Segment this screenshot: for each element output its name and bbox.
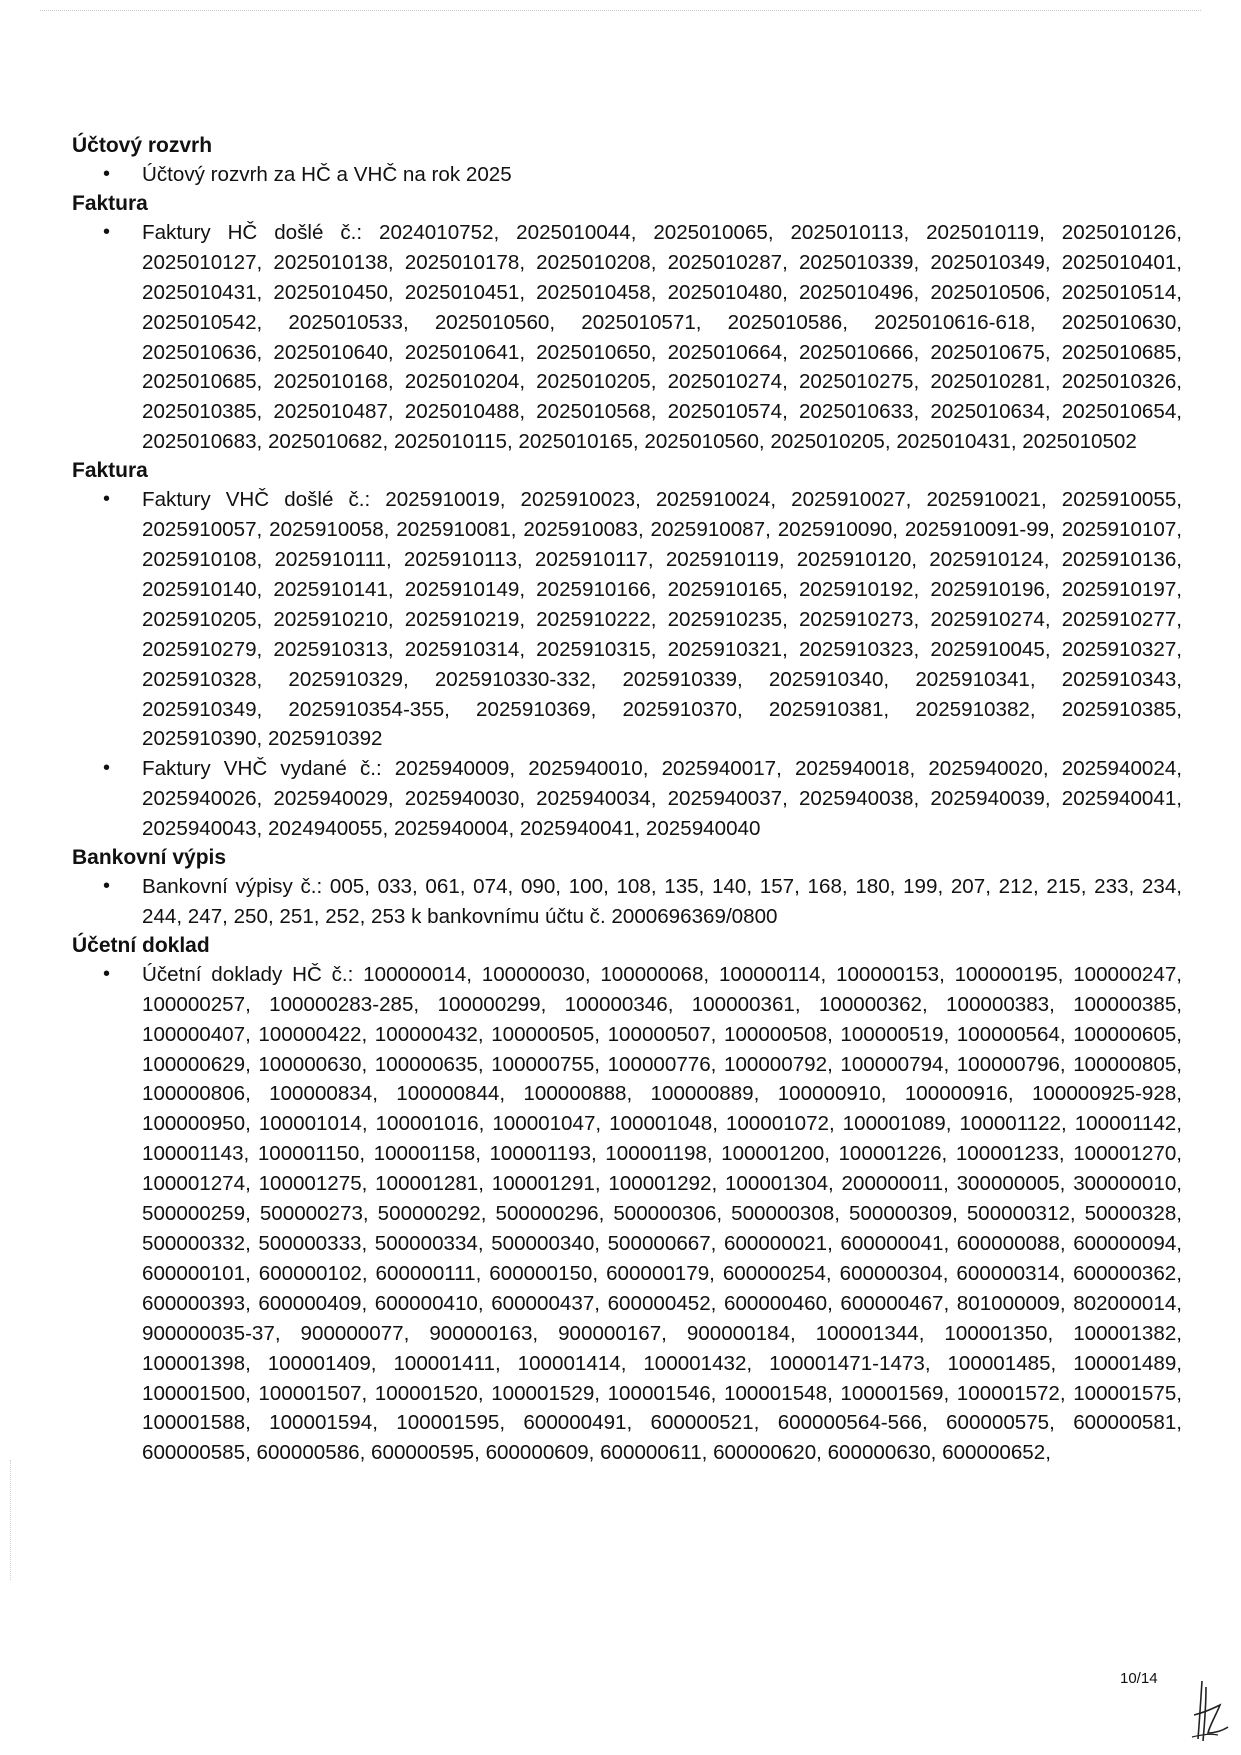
list-item [72,754,1182,844]
list-item-text: Faktury HČ došlé č.: 2024010752, 2025010044, 2025010065, 2025010113, 2025010119, 2025010126, 2025010127, 2025010138, 2025010178, 2025010208, 2025010287, 2025010339, 2025010349, 2025010401, 2025010431, 2025010450, 2025010451, 2025010458, 2025010480, 2025010496, 2025010506, 2025010514, 2025010542, 2025010533, 2025010560, 2025010571, 2025010586, 2025010616-618, 2025010630, 2025010636, 2025010640, 2025010641, 2025010650, 2025010664, 2025010666, 2025010675, 2025010685, 2025010685, 2025010168, 2025010204, 2025010205, 2025010274, 2025010275, 2025010281, 2025010326, 2025010385, 2025010487, 2025010488, 2025010568, 2025010574, 2025010633, 2025010634, 2025010654, 2025010683, 2025010682, 2025010115, 2025010165, 2025010560, 2025010205, 2025010431, 2025010502 [142,220,1182,454]
section-bankovni-vypis [72,844,1182,932]
list-item [72,872,1182,932]
scan-top-edge [40,10,1201,11]
list-item-text: Faktury VHČ vydané č.: 2025940009, 2025940010, 2025940017, 2025940018, 2025940020, 2025940024, 2025940026, 2025940029, 2025940030, 2025940034, 2025940037, 2025940038, 2025940039, 2025940041, 2025940043, 2024940055, 2025940004, 2025940041, 2025940040 [142,757,1182,841]
section-uctovy-rozvrh [72,132,1182,190]
section-heading: Účetní doklad [72,933,210,957]
section-faktura-hc [72,190,1182,457]
list-item [72,218,1182,457]
bullet-icon: • [103,962,111,985]
bullet-list [72,960,1182,1468]
document-body [72,132,1182,1468]
section-heading: Faktura [72,459,148,483]
section-heading: Bankovní výpis [72,846,227,870]
bullet-icon: • [103,163,111,185]
bullet-icon: • [103,488,111,511]
section-ucetni-doklad [72,932,1182,1468]
list-item-text: Účtový rozvrh za HČ a VHČ na rok 2025 [142,163,512,186]
list-item-text: Účetní doklady HČ č.: 100000014, 100000030, 100000068, 100000114, 100000153, 100000195, 100000247, 100000257, 100000283-285, 100000299, 100000346, 100000361, 100000362, 100000383, 100000385, 100000407, 100000422, 100000432, 100000505, 100000507, 100000508, 100000519, 100000564, 100000605, 100000629, 100000630, 100000635, 100000755, 100000776, 100000792, 100000794, 100000796, 100000805, 100000806, 100000834, 100000844, 100000888, 100000889, 100000910, 100000916, 100000925-928, 100000950, 100001014, 100001016, 100001047, 100001048, 100001072, 100001089, 100001122, 100001142, 100001143, 100001150, 100001158, 100001193, 100001198, 100001200, 100001226, 100001233, 100001270, 100001274, 100001275, 100001281, 100001291, 100001292, 100001304, 200000011, 300000005, 300000010, 500000259, 500000273, 500000292, 500000296, 500000306, 500000308, 500000309, 500000312, 50000328, 500000332, 500000333, 500000334, 500000340, 500000667, 600000021, 600000041, 600000088, 600000094, 600000101, 600000102, 600000111, 600000150, 600000179, 600000254, 600000304, 600000314, 600000362, 600000393, 600000409, 600000410, 600000437, 600000452, 600000460, 600000467, 801000009, 802000014, 900000035-37, 900000077, 900000163, 900000167, 900000184, 100001344, 100001350, 100001382, 100001398, 100001409, 100001411, 100001414, 100001432, 100001471-1473, 100001485, 100001489, 100001500, 100001507, 100001520, 100001529, 100001546, 100001548, 100001569, 100001572, 100001575, 100001588, 100001594, 100001595, 600000491, 600000521, 600000564-566, 600000575, 600000581, 600000585, 600000586, 600000595, 600000609, 600000611, 600000620, 600000630, 600000652, [142,962,1182,1465]
bullet-list [72,485,1182,844]
list-item-text: Bankovní výpisy č.: 005, 033, 061, 074, 090, 100, 108, 135, 140, 157, 168, 180, 199, 207, 212, 215, 233, 234, 244, 247, 250, 251, 252, 253 k bankovnímu účtu č. 2000696369/0800 [142,875,1182,928]
bullet-icon: • [103,757,111,780]
bullet-list [72,160,1182,190]
list-item [72,485,1182,754]
scan-left-edge [10,1460,11,1580]
section-faktura-vhc [72,457,1182,844]
signature-icon [1188,1675,1232,1745]
bullet-icon: • [103,220,111,243]
list-item [72,160,1182,190]
page-number: 10/14 [1120,1670,1158,1687]
bullet-list [72,218,1182,457]
section-heading: Účtový rozvrh [72,134,213,157]
section-heading: Faktura [72,191,148,215]
bullet-list [72,872,1182,932]
list-item-text: Faktury VHČ došlé č.: 2025910019, 2025910023, 2025910024, 2025910027, 2025910021, 2025910055, 2025910057, 2025910058, 2025910081, 2025910083, 2025910087, 2025910090, 2025910091-99, 2025910107, 2025910108, 2025910111, 2025910113, 2025910117, 2025910119, 2025910120, 2025910124, 2025910136, 2025910140, 2025910141, 2025910149, 2025910166, 2025910165, 2025910192, 2025910196, 2025910197, 2025910205, 2025910210, 2025910219, 2025910222, 2025910235, 2025910273, 2025910274, 2025910277, 2025910279, 2025910313, 2025910314, 2025910315, 2025910321, 2025910323, 2025910045, 2025910327, 2025910328, 2025910329, 2025910330-332, 2025910339, 2025910340, 2025910341, 2025910343, 2025910349, 2025910354-355, 2025910369, 2025910370, 2025910381, 2025910382, 2025910385, 2025910390, 2025910392 [142,488,1182,751]
bullet-icon: • [103,875,111,898]
list-item [72,960,1182,1468]
